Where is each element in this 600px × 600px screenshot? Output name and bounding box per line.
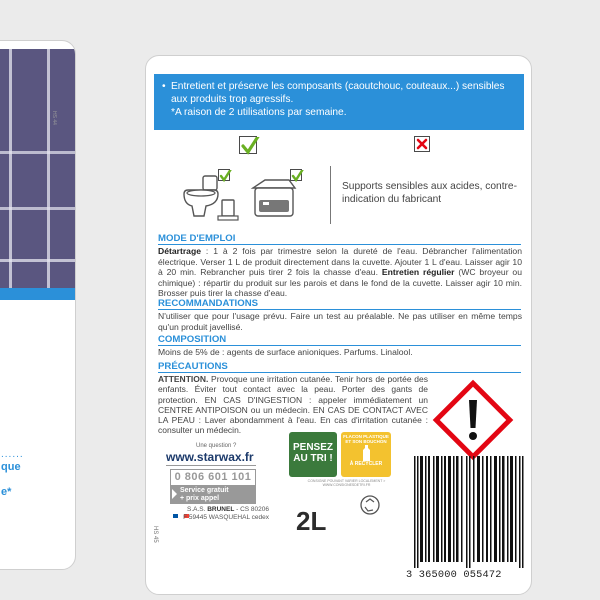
left-text-fragment-star: e* (1, 486, 12, 498)
product-back-label (145, 55, 532, 595)
left-dots: ...... (1, 449, 24, 460)
triman-recycle-icon (359, 494, 381, 521)
divider (330, 166, 331, 224)
attention-label: ATTENTION. (158, 374, 209, 384)
question-label: Une question ? (196, 443, 237, 449)
detartrage-label: Détartrage (158, 246, 201, 256)
phone-number[interactable]: 0 806 601 101 (170, 469, 256, 486)
recycler-text: À RECYCLER (349, 461, 383, 467)
ean-number: 3 365000 055472 (406, 569, 502, 581)
usage-frequency-text: *A raison de 2 utilisations par semaine. (171, 107, 347, 118)
service-gratuit-tag (170, 486, 256, 504)
entretien-label: Entretien régulier (381, 267, 455, 278)
company-address (173, 506, 269, 522)
toilet-icon (176, 166, 244, 229)
barcode-bars (406, 456, 528, 568)
precautions-body: Provoque une irritation cutanée. Tenir hors de portée des enfants. Éviter tout contact avec la peau. Porter des gants de protection. EN CAS D'INGESTION : appeler immédiatement un CENTRE ANTIPOISON ou un médecin. EN CAS DE CONTACT AVEC LA PEAU : Laver abondamment à l'eau. En cas d'irritation cutanée : consulter un médecin. (158, 374, 428, 436)
company-line-2: F 59445 WASQUEHAL cedex (183, 514, 269, 521)
divider (158, 372, 521, 373)
flacon-text: FLACON PLASTIQUE ET SON BOUCHON (343, 434, 389, 444)
divider (158, 309, 521, 310)
flacon-recycle-badge (341, 432, 391, 477)
pensez-au-tri-badge (289, 432, 337, 477)
benefit-line (162, 80, 516, 106)
usage-frequency-line (162, 106, 516, 119)
entretien-text: (WC broyeur ou chimique) : répartir du produit sur les parois et dans le fond de la cuvette. Laisser agir 10 min. Brosser puis tirer la chasse d'eau. (158, 267, 522, 299)
detartrage-text: : 1 à 2 fois par trimestre selon la dureté de l'eau. Débrancher l'alimentation électrique. Verser 1 L de produit directement dans la cuvette. Ajouter 1 L d'eau. Laisser agir 10 à 20 min. Rebrancher puis tirer 2 fois la chasse d'eau. (158, 246, 522, 278)
service-line-1: Service gratuit (180, 487, 229, 494)
precautions-text (158, 374, 428, 436)
recommandations-text: N'utiliser que pour l'usage prévu. Faire un test au préalable. Ne pas utiliser en même temps qu'un produit javellisé. (158, 311, 522, 332)
company-line-1: S.A.S. BRUNEL - CS 80206 (186, 506, 269, 513)
portable-toilet-check-icon (290, 169, 302, 181)
left-label-code: HS 44 (51, 111, 57, 125)
mode-emploi-text (158, 246, 522, 299)
service-line-2: + prix appel (180, 495, 220, 502)
divider (158, 244, 521, 245)
hs-code: HS 45 (152, 526, 158, 543)
benefit-text: Entretient et préserve les composants (caoutchouc, couteaux...) sensibles aux produits trop agressifs. (171, 81, 505, 105)
incompatible-supports-text: Supports sensibles aux acides, contre-indication du fabricant (342, 181, 517, 205)
recommandations-heading: RECOMMANDATIONS (158, 298, 259, 309)
toilet-check-icon (218, 169, 230, 181)
left-label-panel (0, 40, 76, 570)
bullet: • (162, 81, 166, 92)
arrow-icon (172, 489, 177, 499)
barcode (406, 456, 528, 595)
left-blue-bar (0, 288, 76, 300)
composition-text: Moins de 5% de : agents de surface anioniques. Parfums. Linalool. (158, 347, 413, 357)
incompatible-cross-icon (414, 136, 430, 152)
composition-heading: COMPOSITION (158, 334, 227, 345)
website-link[interactable]: www.starwax.fr (166, 450, 254, 464)
consignes-text: CONSIGNE POUVANT VARIER LOCALEMENT > WWW.CONSIGNESDETRI.FR (307, 479, 386, 487)
bottle-icon (362, 445, 371, 461)
compatible-check-icon (239, 136, 257, 154)
volume-label: 2L (296, 506, 327, 536)
pensez-line-2: AU TRI ! (293, 453, 333, 464)
divider (158, 345, 521, 346)
left-text-fragment: que (1, 461, 21, 473)
mode-emploi-heading: MODE D'EMPLOI (158, 233, 236, 244)
benefits-banner (154, 74, 524, 130)
precautions-heading: PRÉCAUTIONS (158, 361, 228, 372)
divider (166, 465, 256, 466)
pensez-line-1: PENSEZ (292, 442, 333, 453)
tile-photo (0, 49, 76, 292)
